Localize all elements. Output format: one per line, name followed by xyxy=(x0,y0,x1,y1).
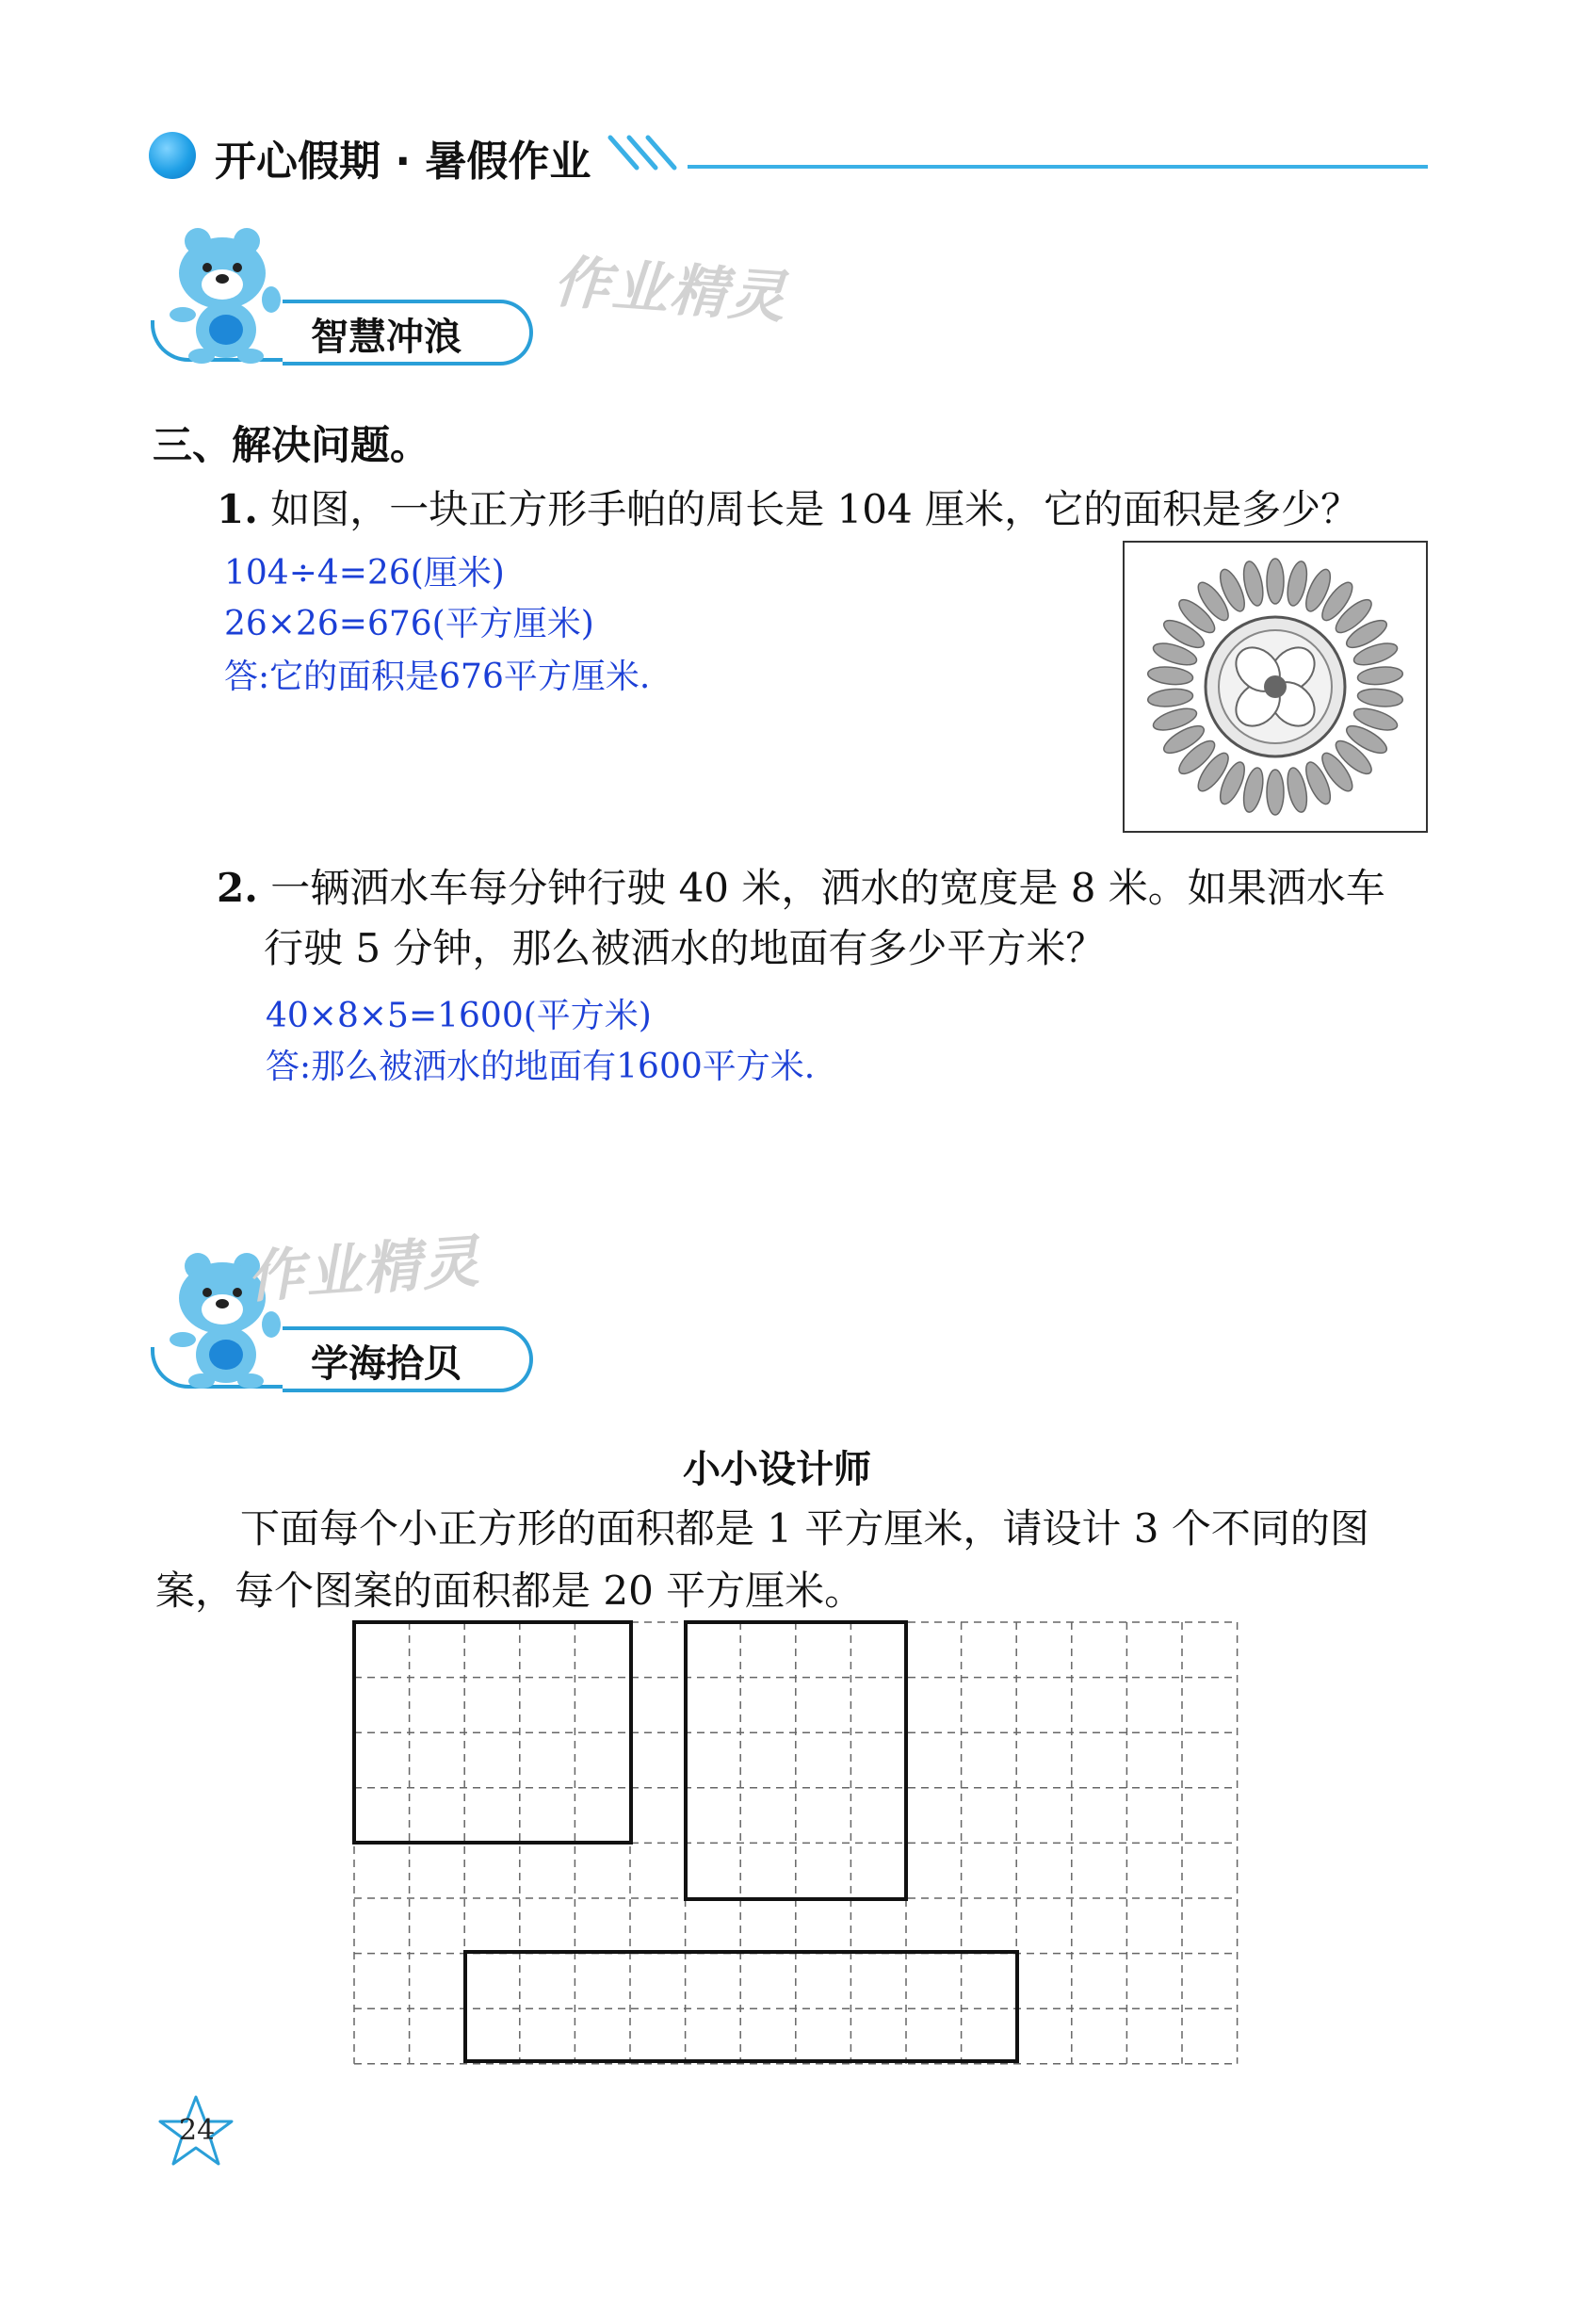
bear-mascot-icon xyxy=(160,224,292,366)
header-slash-icon xyxy=(605,132,689,173)
designer-instruction-line2: 案，每个图案的面积都是 20 平方厘米。 xyxy=(155,1568,865,1614)
petal-shape xyxy=(1267,770,1284,815)
q2-answer-line: 答:那么被洒水的地面有1600平方米. xyxy=(266,1048,816,1086)
petal-shape xyxy=(1357,665,1404,687)
header-rule xyxy=(688,165,1428,169)
header-title: 开心假期 · 暑假作业 xyxy=(215,138,591,186)
handkerchief-figure xyxy=(1123,541,1428,833)
designer-instruction-line1: 下面每个小正方形的面积都是 1 平方厘米，请设计 3 个不同的图 xyxy=(240,1505,1369,1552)
q2-answer-line: 40×8×5=1600(平方米) xyxy=(266,997,652,1035)
banner1-label: 智慧冲浪 xyxy=(311,316,462,359)
designer-title: 小小设计师 xyxy=(683,1448,871,1491)
handkerchief-pattern-icon xyxy=(1125,543,1426,831)
page-number: 24 xyxy=(179,2114,216,2147)
section-heading: 三、解决问题。 xyxy=(153,422,430,468)
question-1-number: 1. xyxy=(217,486,258,532)
petal-shape xyxy=(1267,559,1284,604)
q1-answer-line: 答:它的面积是676平方厘米. xyxy=(224,658,651,696)
question-1-text: 如图，一块正方形手帕的周长是 104 厘米，它的面积是多少？ xyxy=(270,486,1361,532)
header-dot-icon xyxy=(149,132,196,179)
banner2-label: 学海拾贝 xyxy=(311,1342,462,1386)
question-1 xyxy=(217,479,1360,535)
banner1-watermark: 作业精灵 xyxy=(551,249,789,332)
question-2-line1 xyxy=(217,857,1385,914)
question-2-text1: 一辆洒水车每分钟行驶 40 米，洒水的宽度是 8 米。如果洒水车 xyxy=(270,865,1385,911)
design-grid xyxy=(348,1617,1243,2069)
design-rectangle-3 xyxy=(465,1952,1017,2061)
petal-shape xyxy=(1147,665,1194,687)
petal-shape xyxy=(1147,687,1194,708)
banner2-watermark: 作业精灵 xyxy=(245,1228,483,1311)
question-2-number: 2. xyxy=(217,865,258,911)
q1-answer-line: 104÷4=26(厘米) xyxy=(224,554,505,593)
question-2-line2: 行驶 5 分钟，那么被洒水的地面有多少平方米？ xyxy=(264,925,1106,971)
petal-shape xyxy=(1357,687,1404,708)
q1-answer-line: 26×26=676(平方厘米) xyxy=(224,605,594,643)
